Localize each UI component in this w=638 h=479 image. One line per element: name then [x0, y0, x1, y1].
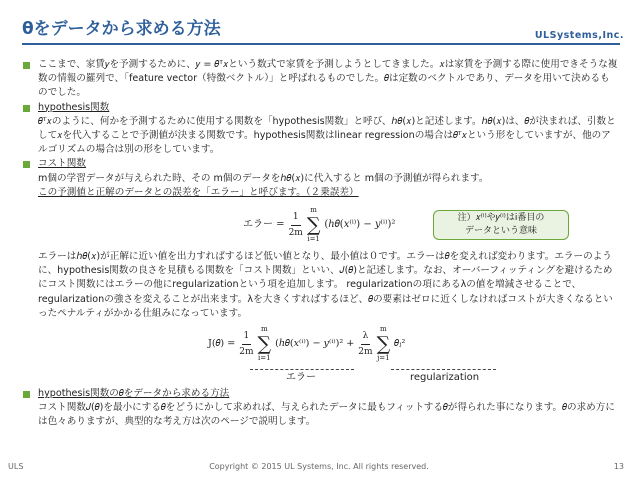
bullet-hypothesis-text: 𝜃ᵀ𝑥のように、何かを予測するために使用する関数を「hypothesis関数」と呼び、ℎ𝜃(𝑥)と記述します。ℎ𝜃(𝑥)は、𝜃が決まれば、引数として𝑥を代入することで予測値が決まる関数です。hypothesis関数はlinear regressionの場合は𝜃ᵀ𝑥という形をしていますが、他のアルゴリズムの場合は別の形をしています。 — [38, 115, 616, 156]
brand-logo: ULSystems,Inc. — [534, 30, 624, 41]
bullet-square-icon — [23, 391, 30, 398]
cost-eq-sum-1 — [258, 325, 272, 363]
cost-eq-fraction-2 — [358, 329, 372, 358]
bullet-cost-text-1: m個の学習データが与えられた時、その m個のデータをℎ𝜃(𝑥)に代入すると m個の予測値が得られます。 — [38, 172, 489, 184]
index-note-line-1: 注）𝑥⁽ⁱ⁾や𝑦⁽ⁱ⁾はi番目の — [457, 213, 545, 224]
bullet-cost-text-3: エラーはℎ𝜃(𝑥)が正解に近い値を出力すればするほど低い値となり、最小値は０です。エラーは𝜃を変えれば変わります。エラーのように、hypothesis関数の良さを見積もる関数を「コスト関数」といい、𝐽(𝜃)と記述します。なお、オーバーフィッティングを避けるためにコスト関数にはエラーの他にregularizationという項を追加します。 regularizationの項にあるλの値を増減させることで、regularizationの強さを変えることが出来ます。λを大きくすればするほど、𝜃の要素はゼロに近くしなければコストが大きくなるといったペナルティがかかる仕組みになっています。 — [38, 251, 613, 319]
bullet-square-icon — [23, 161, 30, 168]
error-equation-block — [38, 200, 618, 250]
bullet-intro — [22, 58, 618, 101]
cost-eq-lhs: J(𝜃) = — [208, 337, 236, 349]
title-divider — [22, 43, 620, 45]
bullet-hypothesis — [22, 101, 618, 158]
bullet-square-icon — [23, 105, 30, 112]
error-eq-body: (ℎ𝜃(𝑥⁽ⁱ⁾) − 𝑦⁽ⁱ⁾)² — [324, 218, 396, 230]
error-eq-lhs: エラー = — [243, 218, 285, 230]
cost-eq-sum-2 — [377, 325, 391, 363]
page-number: 13 — [613, 462, 624, 471]
cost-eq-sum1-bottom: i=1 — [258, 354, 271, 363]
cost-eq-frac1-num: 1 — [242, 329, 252, 344]
regularization-term-label: regularization — [410, 372, 480, 384]
slide-content — [22, 58, 618, 430]
error-term-underline — [250, 369, 354, 370]
cost-equation — [208, 325, 405, 363]
bullet-cost — [22, 157, 618, 387]
bullet-theta-method — [22, 387, 618, 430]
cost-eq-frac2-den: 2m — [358, 346, 373, 357]
error-eq-frac-num: 1 — [291, 210, 301, 225]
error-eq-sum — [307, 206, 321, 244]
cost-eq-frac2-num: λ — [361, 329, 371, 344]
bullet-hypothesis-heading: hypothesis関数 — [38, 101, 110, 113]
bullet-square-icon — [23, 62, 30, 69]
cost-equation-block — [38, 321, 618, 387]
index-note-box — [433, 210, 569, 240]
cost-eq-fraction-1 — [239, 329, 253, 358]
footer-company: ULS — [8, 462, 24, 471]
bullet-cost-heading: コスト関数 — [38, 158, 86, 170]
error-term-label: エラー — [286, 372, 316, 384]
error-eq-frac-den: 2m — [288, 227, 303, 238]
cost-eq-sum2-top: m — [380, 325, 387, 334]
footer-copyright: Copyright © 2015 UL Systems, Inc. All rights reserved. — [209, 462, 429, 471]
bullet-theta-text: コスト関数𝐽(𝜃)を最小にする𝜃をどうにかして求めれば、与えられたデータに最もフィットする𝜃が得られた事になります。𝜃の求め方には色々ありますが、典型的な考え方は次のページで説明します。 — [38, 402, 615, 428]
sigma-icon: ∑ — [376, 333, 391, 356]
index-note-line-2: データという意味 — [464, 226, 537, 237]
bullet-intro-text: ここまで、家賃𝑦を予測するために、𝑦 = 𝜃ᵀ𝑥という数式で家賃を予測しようとしてきました。𝑥は家賃を予測する際に使用できそうな複数の情報の羅列で、「feature vector（特徴ベクトル）」と呼ばれるものでした。𝜃は定数のベクトルであり、データを用いて決めるものでした。 — [38, 59, 618, 99]
cost-eq-sum1-top: m — [261, 325, 268, 334]
cost-eq-frac1-den: 2m — [239, 346, 254, 357]
cost-eq-body-2: 𝜃ⱼ² — [394, 337, 406, 349]
error-eq-sum-bottom: i=1 — [307, 235, 320, 244]
regularization-term-underline — [391, 369, 496, 370]
sigma-icon: ∑ — [306, 214, 321, 237]
sigma-icon: ∑ — [257, 333, 272, 356]
error-eq-sum-top: m — [310, 206, 317, 215]
error-eq-fraction — [289, 210, 303, 239]
error-equation — [243, 206, 395, 244]
cost-eq-sum2-bottom: j=1 — [377, 354, 390, 363]
bullet-cost-text-2: この予測値と正解のデータとの誤差を「エラー」と呼びます。（２乗誤差） — [38, 186, 359, 198]
cost-eq-body-1: (ℎ𝜃(𝑥⁽ⁱ⁾) − 𝑦⁽ⁱ⁾)² + — [275, 337, 355, 349]
bullet-theta-heading: hypothesis関数の𝜃をデータから求める方法 — [38, 388, 230, 400]
slide-title: θをデータから求める方法 — [22, 19, 221, 39]
